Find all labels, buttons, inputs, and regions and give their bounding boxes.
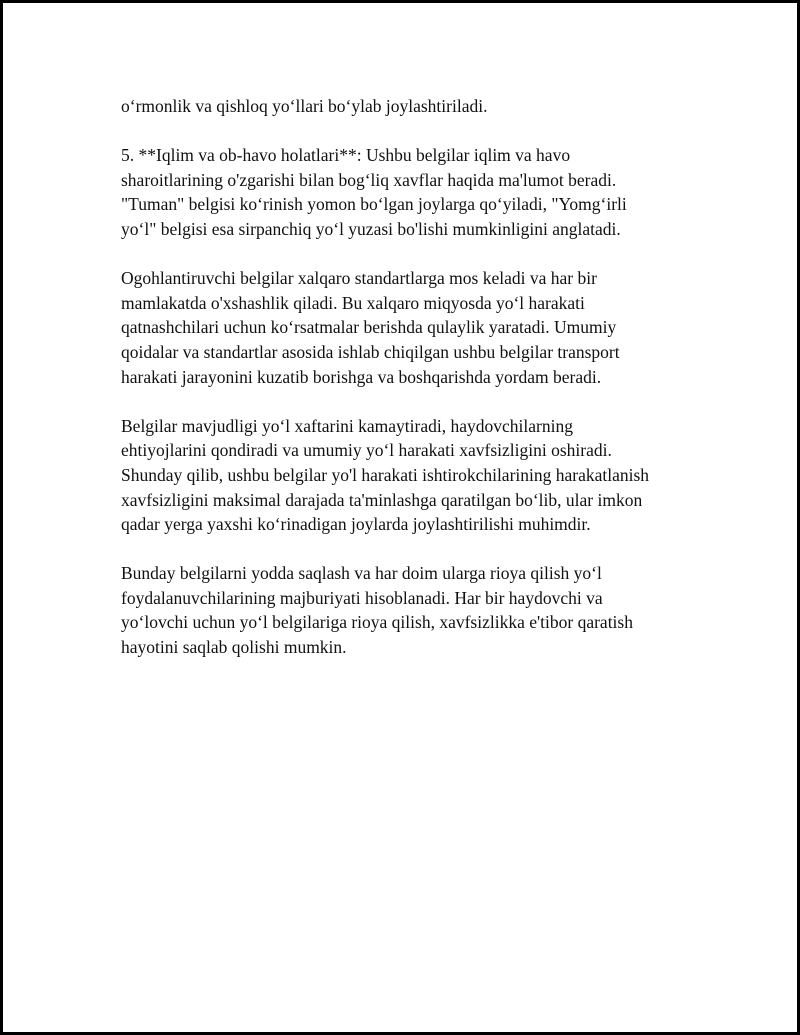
text-line: Shunday qilib, ushbu belgilar yo'l harakati ishtirokchilarining harakatlanish [121, 464, 650, 485]
paragraph-safety [121, 414, 701, 537]
text-line: yoʻl" belgisi esa sirpanchiq yoʻl yuzasi bo'lishi mumkinligini anglatadi. [121, 218, 621, 239]
paragraph-climate-weather [121, 143, 701, 241]
text-line: mamlakatda o'xshashlik qiladi. Bu xalqaro miqyosda yoʻl harakati [121, 292, 585, 313]
text-line: Ogohlantiruvchi belgilar xalqaro standartlarga mos keladi va har bir [121, 268, 597, 289]
text-line: yoʻlovchi uchun yoʻl belgilariga rioya qilish, xavfsizlikka e'tibor qaratish [121, 612, 633, 633]
text-line: qoidalar va standartlar asosida ishlab chiqilgan ushbu belgilar transport [121, 341, 620, 362]
text-line: harakati jarayonini kuzatib borishga va boshqarishda yordam beradi. [121, 366, 602, 387]
paragraph-obligation [121, 561, 701, 659]
text-line: foydalanuvchilarining majburiyati hisoblanadi. Har bir haydovchi va [121, 587, 603, 608]
text-line: hayotini saqlab qolishi mumkin. [121, 637, 347, 658]
text-line: Belgilar mavjudligi yoʻl xaftarini kamaytiradi, haydovchilarning [121, 415, 573, 436]
document-body [121, 94, 701, 684]
text-line: qatnashchilari uchun koʻrsatmalar berishda qulaylik yaratadi. Umumiy [121, 317, 617, 338]
text-line: ehtiyojlarini qondiradi va umumiy yoʻl harakati xavfsizligini oshiradi. [121, 440, 612, 461]
text-line: Bunday belgilarni yodda saqlash va har doim ularga rioya qilish yoʻl [121, 563, 602, 584]
text-line: oʻrmonlik va qishloq yoʻllari boʻylab joylashtiriladi. [121, 96, 488, 116]
paragraph-international-standards [121, 266, 701, 389]
text-line: 5. **Iqlim va ob-havo holatlari**: Ushbu belgilar iqlim va havo [121, 145, 571, 166]
text-line: "Tuman" belgisi koʻrinish yomon boʻlgan joylarga qoʻyiladi, "Yomgʻirli [121, 194, 627, 215]
text-line: qadar yerga yaxshi koʻrinadigan joylarda joylashtirilishi muhimdir. [121, 514, 591, 535]
text-line: sharoitlarining o'zgarishi bilan bogʻliq xavflar haqida ma'lumot beradi. [121, 169, 617, 190]
paragraph-continuation [121, 94, 701, 119]
text-line: xavfsizligini maksimal darajada ta'minlashga qaratilgan boʻlib, ular imkon [121, 489, 643, 510]
